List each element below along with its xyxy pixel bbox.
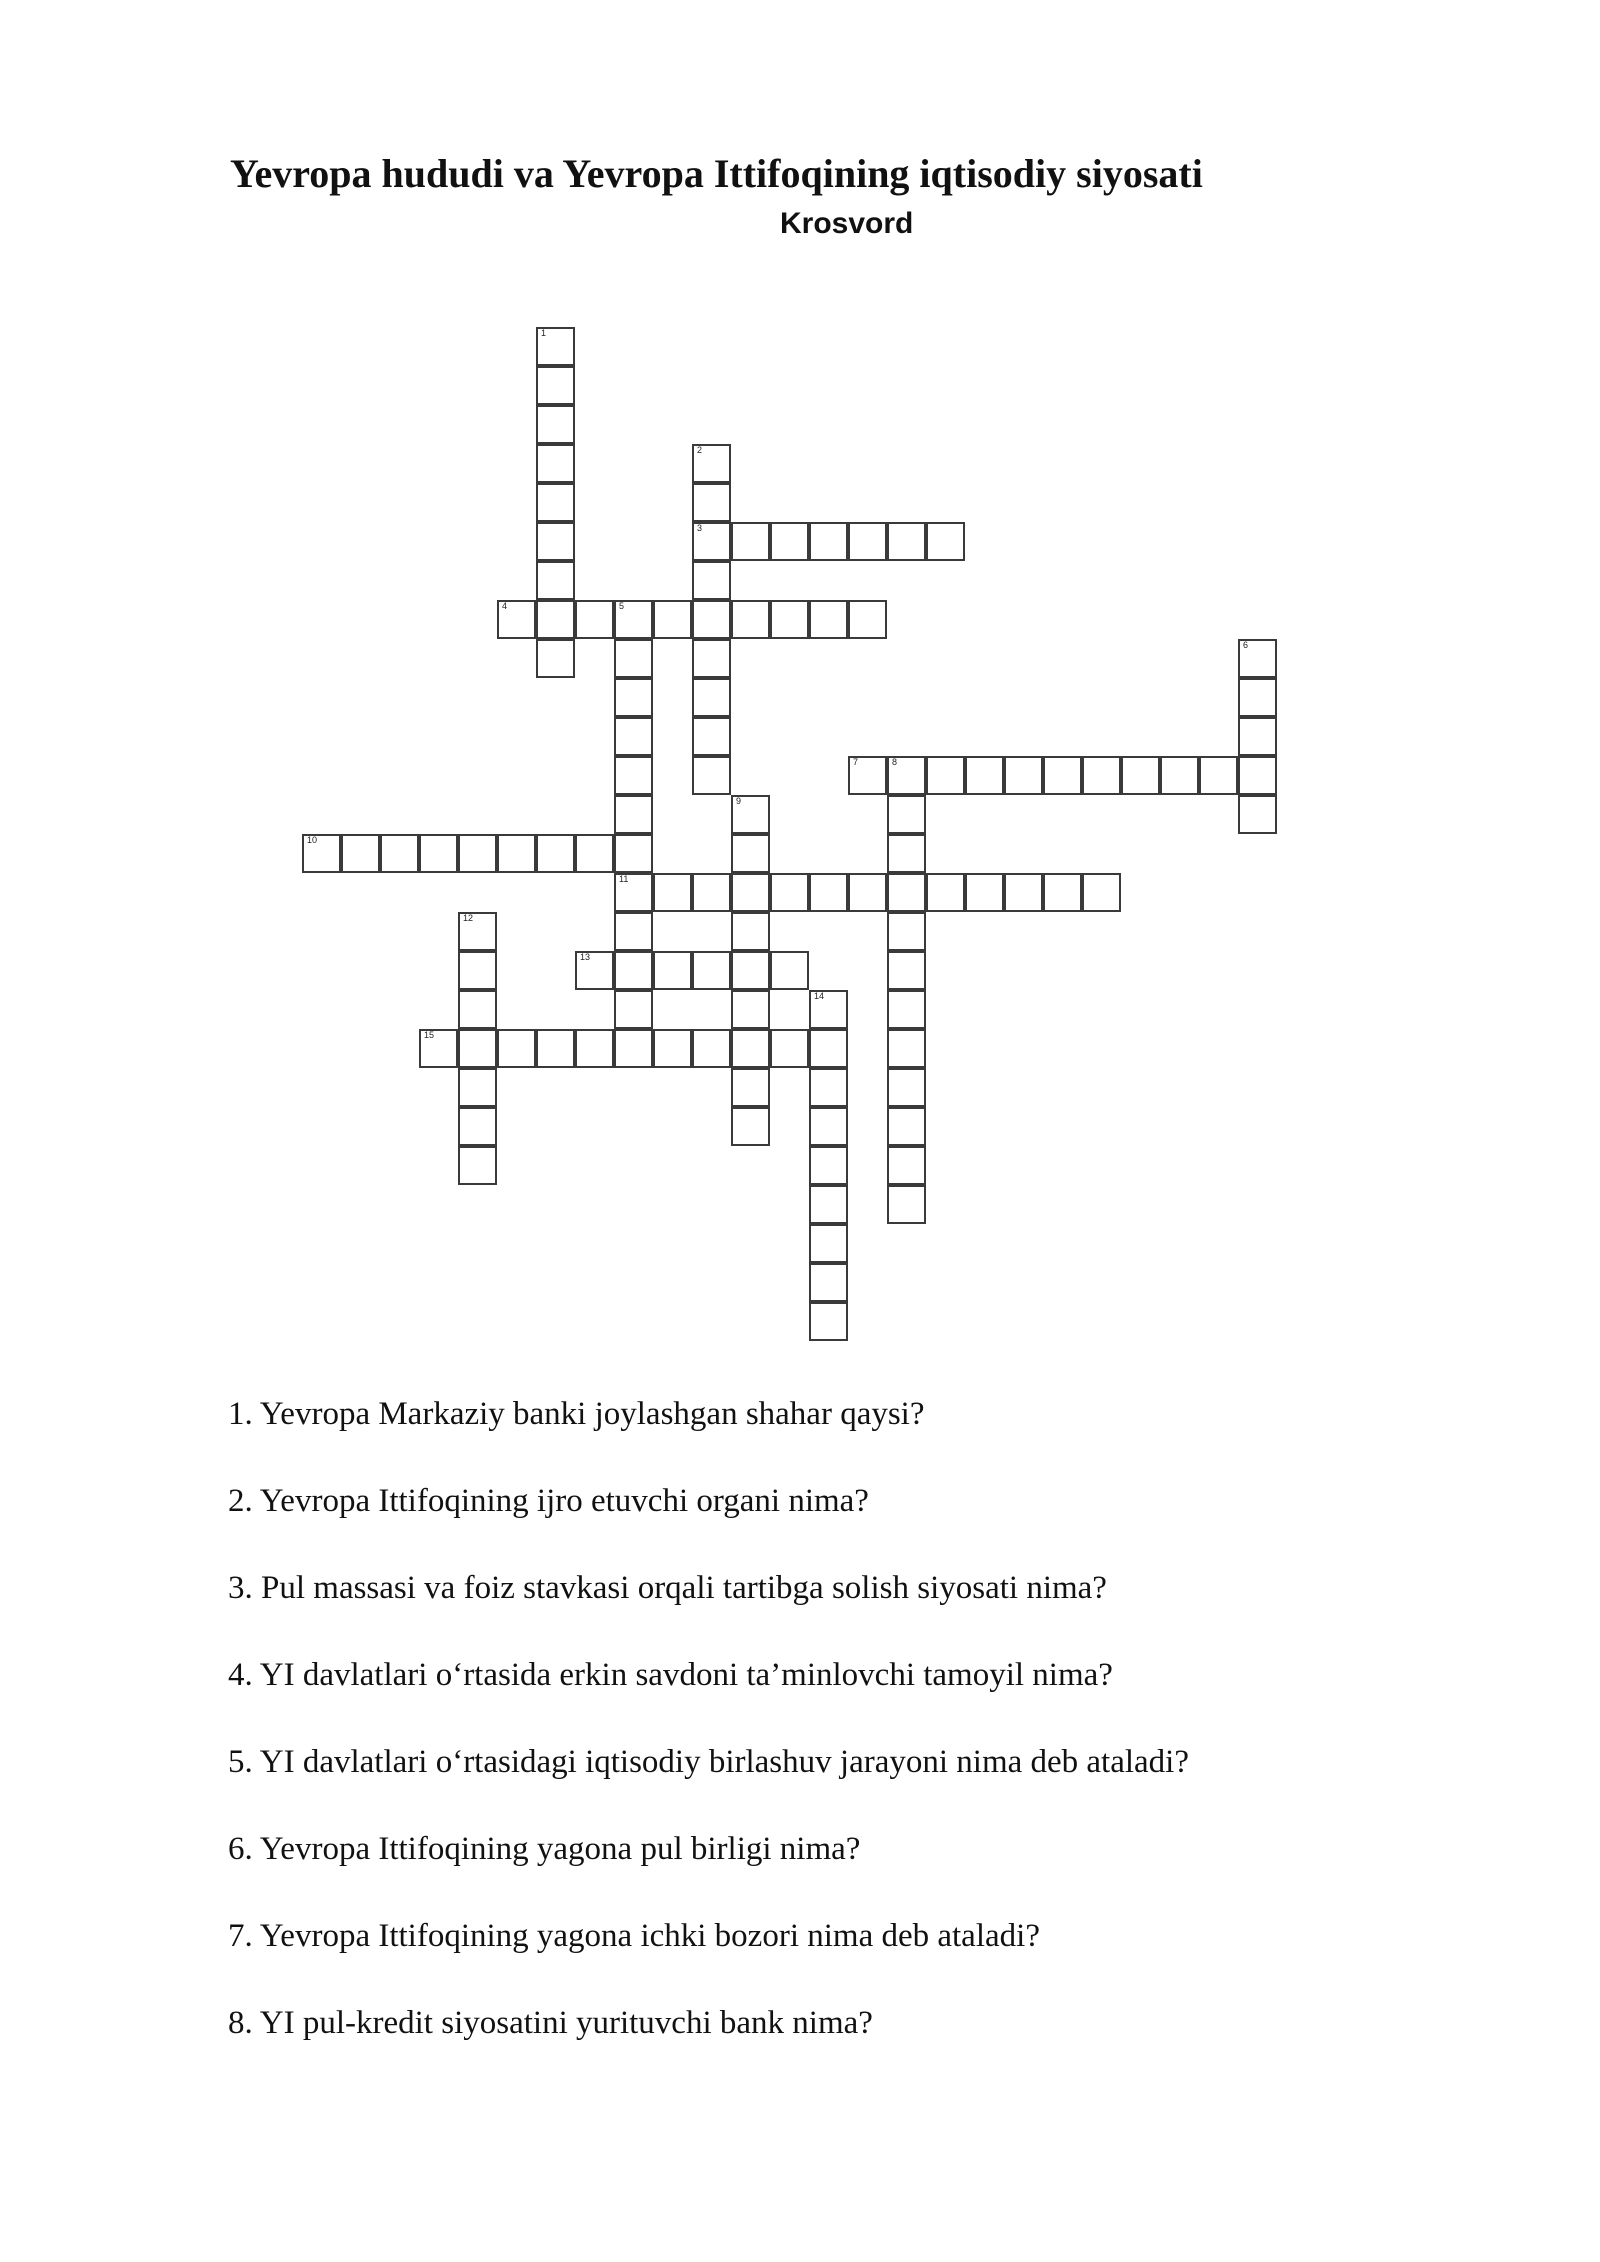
grid-cell[interactable] bbox=[848, 600, 887, 639]
clue-2: 2. Yevropa Ittifoqining ijro etuvchi organi nima? bbox=[228, 1483, 869, 1519]
grid-cell[interactable] bbox=[458, 1029, 497, 1068]
grid-cell[interactable] bbox=[887, 756, 926, 795]
grid-cell[interactable] bbox=[692, 522, 731, 561]
grid-cell[interactable] bbox=[653, 1029, 692, 1068]
grid-cell[interactable] bbox=[1043, 873, 1082, 912]
grid-cell[interactable] bbox=[809, 1185, 848, 1224]
grid-cell[interactable] bbox=[614, 639, 653, 678]
grid-cell[interactable] bbox=[692, 561, 731, 600]
grid-cell[interactable] bbox=[731, 1029, 770, 1068]
grid-cell[interactable] bbox=[536, 522, 575, 561]
grid-cell[interactable] bbox=[536, 405, 575, 444]
grid-cell[interactable] bbox=[614, 951, 653, 990]
grid-cell[interactable] bbox=[1004, 873, 1043, 912]
grid-cell[interactable] bbox=[653, 600, 692, 639]
clue-6: 6. Yevropa Ittifoqining yagona pul birligi nima? bbox=[228, 1831, 861, 1867]
grid-cell[interactable] bbox=[692, 717, 731, 756]
grid-cell[interactable] bbox=[341, 834, 380, 873]
clue-8: 8. YI pul-kredit siyosatini yurituvchi bank nima? bbox=[228, 2005, 873, 2041]
grid-cell[interactable] bbox=[419, 1029, 458, 1068]
grid-cell[interactable] bbox=[965, 756, 1004, 795]
grid-cell[interactable] bbox=[731, 951, 770, 990]
grid-cell[interactable] bbox=[458, 912, 497, 951]
grid-cell[interactable] bbox=[497, 1029, 536, 1068]
grid-cell[interactable] bbox=[887, 873, 926, 912]
grid-cell[interactable] bbox=[536, 834, 575, 873]
grid-cell[interactable] bbox=[458, 1068, 497, 1107]
grid-cell[interactable] bbox=[653, 951, 692, 990]
clue-5: 5. YI davlatlari o‘rtasidagi iqtisodiy birlashuv jarayoni nima deb ataladi? bbox=[228, 1744, 1189, 1780]
clue-number: 2 bbox=[697, 445, 703, 455]
grid-cell[interactable] bbox=[731, 600, 770, 639]
grid-cell[interactable] bbox=[887, 795, 926, 834]
grid-cell[interactable] bbox=[614, 1029, 653, 1068]
grid-cell[interactable] bbox=[575, 951, 614, 990]
grid-cell[interactable] bbox=[887, 1068, 926, 1107]
grid-cell[interactable] bbox=[731, 834, 770, 873]
clue-number: 12 bbox=[463, 913, 474, 923]
clue-number: 15 bbox=[424, 1030, 435, 1040]
grid-cell[interactable] bbox=[887, 1029, 926, 1068]
grid-cell[interactable] bbox=[965, 873, 1004, 912]
grid-cell[interactable] bbox=[614, 834, 653, 873]
grid-cell[interactable] bbox=[575, 600, 614, 639]
grid-cell[interactable] bbox=[731, 912, 770, 951]
grid-cell[interactable] bbox=[536, 600, 575, 639]
grid-cell[interactable] bbox=[926, 873, 965, 912]
grid-cell[interactable] bbox=[1043, 756, 1082, 795]
grid-cell[interactable] bbox=[692, 756, 731, 795]
grid-cell[interactable] bbox=[770, 951, 809, 990]
grid-cell[interactable] bbox=[1082, 873, 1121, 912]
clue-number: 11 bbox=[619, 874, 629, 884]
grid-cell[interactable] bbox=[809, 873, 848, 912]
grid-cell[interactable] bbox=[887, 990, 926, 1029]
grid-cell[interactable] bbox=[614, 600, 653, 639]
grid-cell[interactable] bbox=[692, 951, 731, 990]
grid-cell[interactable] bbox=[614, 873, 653, 912]
clue-number: 8 bbox=[892, 757, 898, 767]
grid-cell[interactable] bbox=[809, 1263, 848, 1302]
grid-cell[interactable] bbox=[458, 951, 497, 990]
grid-cell[interactable] bbox=[731, 1068, 770, 1107]
grid-cell[interactable] bbox=[614, 912, 653, 951]
grid-cell[interactable] bbox=[614, 678, 653, 717]
grid-cell[interactable] bbox=[1199, 756, 1238, 795]
clue-1: 1. Yevropa Markaziy banki joylashgan shahar qaysi? bbox=[228, 1396, 925, 1432]
grid-cell[interactable] bbox=[809, 1224, 848, 1263]
grid-cell[interactable] bbox=[731, 795, 770, 834]
grid-cell[interactable] bbox=[731, 873, 770, 912]
clue-number: 5 bbox=[619, 601, 625, 611]
grid-cell[interactable] bbox=[926, 756, 965, 795]
grid-cell[interactable] bbox=[887, 1107, 926, 1146]
grid-cell[interactable] bbox=[692, 600, 731, 639]
grid-cell[interactable] bbox=[380, 834, 419, 873]
grid-cell[interactable] bbox=[692, 678, 731, 717]
grid-cell[interactable] bbox=[731, 1107, 770, 1146]
grid-cell[interactable] bbox=[809, 1068, 848, 1107]
grid-cell[interactable] bbox=[614, 756, 653, 795]
clue-number: 6 bbox=[1243, 640, 1249, 650]
clue-number: 7 bbox=[853, 757, 859, 767]
grid-cell[interactable] bbox=[1238, 756, 1277, 795]
grid-cell[interactable] bbox=[848, 522, 887, 561]
clue-number: 1 bbox=[541, 328, 547, 338]
grid-cell[interactable] bbox=[809, 1029, 848, 1068]
grid-cell[interactable] bbox=[575, 834, 614, 873]
grid-cell[interactable] bbox=[1238, 678, 1277, 717]
clue-4: 4. YI davlatlari o‘rtasida erkin savdoni ta’minlovchi tamoyil nima? bbox=[228, 1657, 1113, 1693]
grid-cell[interactable] bbox=[887, 834, 926, 873]
grid-cell[interactable] bbox=[887, 522, 926, 561]
clue-number: 10 bbox=[307, 835, 318, 845]
grid-cell[interactable] bbox=[653, 873, 692, 912]
grid-cell[interactable] bbox=[692, 1029, 731, 1068]
grid-cell[interactable] bbox=[809, 990, 848, 1029]
grid-cell[interactable] bbox=[458, 990, 497, 1029]
page-subtitle: Krosvord bbox=[780, 207, 914, 240]
clue-number: 13 bbox=[580, 952, 591, 962]
grid-cell[interactable] bbox=[770, 600, 809, 639]
grid-cell[interactable] bbox=[536, 1029, 575, 1068]
grid-cell[interactable] bbox=[692, 483, 731, 522]
grid-cell[interactable] bbox=[1004, 756, 1043, 795]
grid-cell[interactable] bbox=[614, 717, 653, 756]
grid-cell[interactable] bbox=[458, 834, 497, 873]
grid-cell[interactable] bbox=[809, 600, 848, 639]
grid-cell[interactable] bbox=[536, 444, 575, 483]
grid-cell[interactable] bbox=[848, 873, 887, 912]
grid-cell[interactable] bbox=[302, 834, 341, 873]
grid-cell[interactable] bbox=[1082, 756, 1121, 795]
clue-number: 3 bbox=[697, 523, 703, 533]
clue-3: 3. Pul massasi va foiz stavkasi orqali tartibga solish siyosati nima? bbox=[228, 1570, 1107, 1606]
grid-cell[interactable] bbox=[809, 1302, 848, 1341]
grid-cell[interactable] bbox=[1121, 756, 1160, 795]
clue-list bbox=[228, 1395, 1478, 2091]
grid-cell[interactable] bbox=[809, 522, 848, 561]
grid-cell[interactable] bbox=[497, 600, 536, 639]
grid-cell[interactable] bbox=[1238, 795, 1277, 834]
page-title: Yevropa hududi va Yevropa Ittifoqining iqtisodiy siyosati bbox=[230, 151, 1203, 196]
grid-cell[interactable] bbox=[887, 951, 926, 990]
grid-cell[interactable] bbox=[419, 834, 458, 873]
grid-cell[interactable] bbox=[692, 873, 731, 912]
clue-number: 4 bbox=[502, 601, 508, 611]
grid-cell[interactable] bbox=[575, 1029, 614, 1068]
grid-cell[interactable] bbox=[809, 1107, 848, 1146]
grid-cell[interactable] bbox=[536, 561, 575, 600]
grid-cell[interactable] bbox=[926, 522, 965, 561]
grid-cell[interactable] bbox=[1238, 717, 1277, 756]
grid-cell[interactable] bbox=[614, 795, 653, 834]
grid-cell[interactable] bbox=[770, 522, 809, 561]
grid-cell[interactable] bbox=[692, 444, 731, 483]
grid-cell[interactable] bbox=[848, 756, 887, 795]
grid-cell[interactable] bbox=[1238, 639, 1277, 678]
grid-cell[interactable] bbox=[770, 1029, 809, 1068]
clue-7: 7. Yevropa Ittifoqining yagona ichki bozori nima deb ataladi? bbox=[228, 1918, 1040, 1954]
grid-cell[interactable] bbox=[536, 483, 575, 522]
grid-cell[interactable] bbox=[458, 1107, 497, 1146]
grid-cell[interactable] bbox=[497, 834, 536, 873]
grid-cell[interactable] bbox=[458, 1146, 497, 1185]
grid-cell[interactable] bbox=[887, 912, 926, 951]
grid-cell[interactable] bbox=[536, 327, 575, 366]
grid-cell[interactable] bbox=[1160, 756, 1199, 795]
grid-cell[interactable] bbox=[770, 873, 809, 912]
clue-number: 14 bbox=[814, 991, 825, 1001]
grid-cell[interactable] bbox=[731, 522, 770, 561]
grid-cell[interactable] bbox=[536, 366, 575, 405]
grid-cell[interactable] bbox=[614, 990, 653, 1029]
grid-cell[interactable] bbox=[809, 1146, 848, 1185]
clue-number: 9 bbox=[736, 796, 742, 806]
grid-cell[interactable] bbox=[887, 1146, 926, 1185]
grid-cell[interactable] bbox=[731, 990, 770, 1029]
grid-cell[interactable] bbox=[536, 639, 575, 678]
grid-cell[interactable] bbox=[692, 639, 731, 678]
grid-cell[interactable] bbox=[887, 1185, 926, 1224]
